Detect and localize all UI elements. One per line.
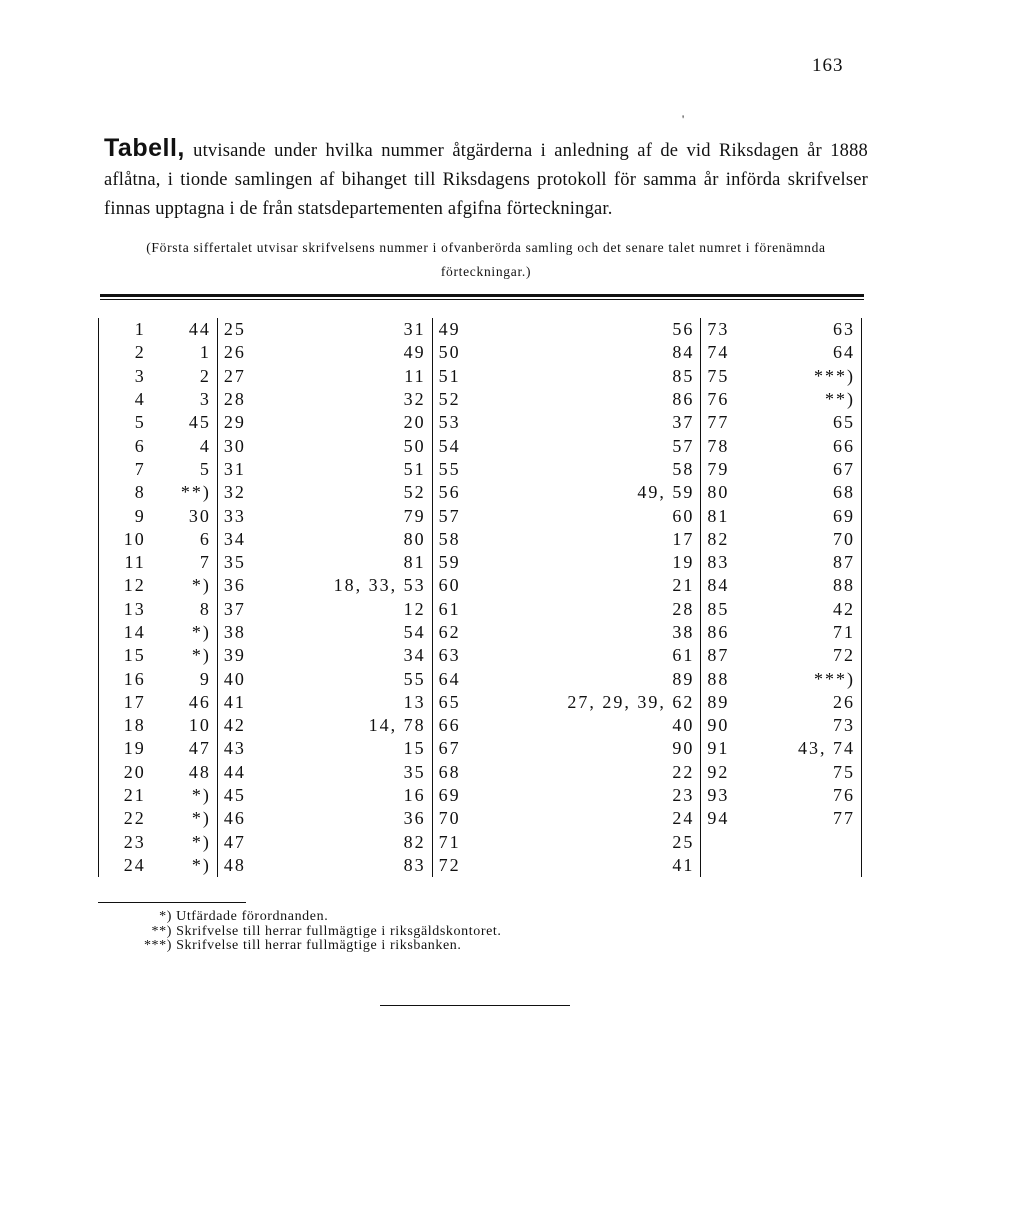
table-row [99, 854, 862, 877]
table-cell: 45 [223, 785, 246, 806]
table-row [99, 481, 862, 504]
table-cell: 83 [707, 552, 730, 573]
table-cell: *) [152, 621, 218, 644]
table-cell: 47 [152, 737, 218, 760]
table-cell: 40 [485, 714, 700, 737]
footnote-rule [98, 902, 246, 903]
table-cell [754, 831, 861, 854]
table-cell: 60 [438, 575, 461, 596]
table-row [99, 341, 862, 364]
table-cell: 71 [438, 831, 461, 852]
table-cell: 37 [485, 411, 700, 434]
explanatory-note: (Första siffertalet utvisar skrifvelsens nummer i ofvanberörda samling och det senare talet numret i förenämnda förteckningar.) [146, 240, 826, 279]
table-cell: 35 [271, 761, 432, 784]
table-cell: 57 [438, 505, 461, 526]
table-cell: 20 [99, 761, 152, 784]
table-cell: 89 [707, 691, 730, 712]
table-cell: 69 [438, 785, 461, 806]
table-cell: 10 [152, 714, 218, 737]
table-row [99, 388, 862, 411]
table-cell: 63 [438, 645, 461, 666]
table-cell: 43, 74 [754, 737, 861, 760]
table-cell: 86 [485, 388, 700, 411]
footnotes [98, 910, 658, 954]
table-row [99, 621, 862, 644]
table-cell: 7 [152, 551, 218, 574]
table-cell: 21 [485, 574, 700, 597]
table-cell: 77 [754, 807, 861, 830]
table-cell: 53 [438, 412, 461, 433]
table-cell: 85 [485, 365, 700, 388]
table-cell: 55 [438, 458, 461, 479]
table-cell: 31 [223, 458, 246, 479]
table-cell: 61 [438, 598, 461, 619]
table-cell: 60 [485, 504, 700, 527]
table-cell: 75 [707, 365, 730, 386]
table-cell: 7 [99, 458, 152, 481]
table-cell: 22 [485, 761, 700, 784]
table-cell: 82 [271, 831, 432, 854]
table-cell: 21 [99, 784, 152, 807]
table-cell: 19 [485, 551, 700, 574]
page-number: 163 [812, 55, 844, 76]
table-cell: 52 [271, 481, 432, 504]
table-cell [701, 831, 754, 854]
table-cell: 89 [485, 667, 700, 690]
table-cell: 10 [99, 528, 152, 551]
table-cell: 4 [99, 388, 152, 411]
table-cell: 56 [485, 318, 700, 341]
table-cell: 13 [99, 598, 152, 621]
table-cell: 6 [152, 528, 218, 551]
footnote-text: Skrifvelse till herrar fullmägtige i riksbanken. [176, 938, 462, 953]
footnote [98, 939, 658, 954]
table-cell: 38 [485, 621, 700, 644]
table-cell: 34 [223, 528, 246, 549]
table-cell: 76 [707, 389, 730, 410]
table-cell: 46 [152, 691, 218, 714]
table-cell: 27, 29, 39, 62 [485, 691, 700, 714]
table-cell: 36 [223, 575, 246, 596]
table-cell: 18, 33, 53 [271, 574, 432, 597]
table-cell: 56 [438, 482, 461, 503]
table-cell: 1 [152, 341, 218, 364]
table-cell: 19 [99, 737, 152, 760]
table-cell: 81 [271, 551, 432, 574]
table-cell: 65 [754, 411, 861, 434]
table-cell: 16 [271, 784, 432, 807]
table-cell: 1 [99, 318, 152, 341]
table-cell: 70 [754, 528, 861, 551]
table-cell: 57 [485, 434, 700, 457]
table-cell: 49 [438, 319, 461, 340]
table-cell: 72 [438, 854, 461, 875]
table-row [99, 458, 862, 481]
table-cell: 36 [271, 807, 432, 830]
table-cell: 54 [271, 621, 432, 644]
table-cell: 42 [754, 598, 861, 621]
table-cell: 66 [438, 715, 461, 736]
table-cell: 49 [271, 341, 432, 364]
table-cell: 58 [438, 528, 461, 549]
table-cell: 24 [99, 854, 152, 877]
table-cell: 11 [271, 365, 432, 388]
table-cell: 88 [754, 574, 861, 597]
table-cell: 3 [152, 388, 218, 411]
table-cell: 50 [271, 434, 432, 457]
table-cell: 17 [485, 528, 700, 551]
table-cell: 23 [99, 831, 152, 854]
table-cell: 32 [223, 482, 246, 503]
table-cell: 70 [438, 808, 461, 829]
table-cell: 83 [271, 854, 432, 877]
bottom-rule [380, 1005, 570, 1006]
table-cell: 94 [707, 808, 730, 829]
data-table [98, 318, 862, 877]
table-cell: 30 [223, 435, 246, 456]
table-cell: 62 [438, 622, 461, 642]
table-cell: 30 [152, 504, 218, 527]
table-cell: 44 [223, 761, 246, 782]
table-cell: 8 [152, 598, 218, 621]
footnote-mark: *) [159, 909, 172, 924]
table-cell: 45 [152, 411, 218, 434]
table-cell: ***) [754, 667, 861, 690]
table-cell: *) [152, 574, 218, 597]
table-cell: 41 [223, 691, 246, 712]
table-cell: 48 [223, 854, 246, 875]
table-cell: 86 [707, 622, 730, 642]
table-cell: 73 [707, 319, 730, 340]
table-cell: 88 [707, 668, 730, 689]
table-cell: 42 [223, 715, 246, 736]
table-cell: 2 [152, 365, 218, 388]
table-cell: 78 [707, 435, 730, 456]
table-cell: 16 [99, 667, 152, 690]
table-cell: 28 [485, 598, 700, 621]
table-cell: 13 [271, 691, 432, 714]
table-cell: 26 [754, 691, 861, 714]
table-cell: 66 [754, 434, 861, 457]
table-cell: 29 [223, 412, 246, 433]
table-cell: 14, 78 [271, 714, 432, 737]
table-cell: 2 [99, 341, 152, 364]
table-cell: 25 [223, 319, 246, 340]
table-row [99, 528, 862, 551]
table-row [99, 411, 862, 434]
top-rule [100, 294, 864, 300]
table-row [99, 504, 862, 527]
table-cell: **) [152, 481, 218, 504]
table-cell: 54 [438, 435, 461, 456]
table-cell: 67 [754, 458, 861, 481]
table-cell: 47 [223, 831, 246, 852]
table-cell: 76 [754, 784, 861, 807]
table-cell: 58 [485, 458, 700, 481]
table-cell: 77 [707, 412, 730, 433]
table-row [99, 667, 862, 690]
table-cell: 82 [707, 528, 730, 549]
table-cell: 46 [223, 808, 246, 829]
table-cell: 23 [485, 784, 700, 807]
table-cell: 3 [99, 365, 152, 388]
table-cell: 69 [754, 504, 861, 527]
table-cell: 68 [754, 481, 861, 504]
table-cell: 84 [707, 575, 730, 596]
table-cell: *) [152, 854, 218, 877]
table-cell: 84 [485, 341, 700, 364]
table-cell: 91 [707, 738, 730, 759]
table-cell: 33 [223, 505, 246, 526]
table-cell: 27 [223, 365, 246, 386]
table-row [99, 644, 862, 667]
table-cell: 38 [223, 622, 246, 642]
table-row [99, 691, 862, 714]
table-cell: 71 [754, 621, 861, 644]
table-cell: 9 [99, 504, 152, 527]
table-cell: 40 [223, 668, 246, 689]
table-cell [701, 854, 754, 877]
footnote-mark: **) [151, 923, 172, 939]
table-cell: 15 [271, 737, 432, 760]
table-cell: *) [152, 831, 218, 854]
table-cell: 31 [271, 318, 432, 341]
table-cell: 64 [438, 668, 461, 689]
table-cell: 24 [485, 807, 700, 830]
table-cell: 87 [707, 645, 730, 666]
table-row [99, 434, 862, 457]
table-cell: **) [754, 388, 861, 411]
table-cell: 67 [438, 738, 461, 759]
footnote-text: Skrifvelse till herrar fullmägtige i riksgäldskontoret. [176, 923, 502, 939]
table-cell: 4 [152, 434, 218, 457]
table-cell: 79 [271, 504, 432, 527]
table-cell: *) [152, 784, 218, 807]
table-row [99, 714, 862, 737]
table-cell: 51 [271, 458, 432, 481]
table-cell: 55 [271, 667, 432, 690]
table-cell: 92 [707, 761, 730, 782]
table-cell: 81 [707, 505, 730, 526]
heading-lead: Tabell, [104, 134, 185, 162]
table-cell: 17 [99, 691, 152, 714]
footnote [98, 910, 658, 925]
table-cell [754, 854, 861, 877]
heading-text: utvisande under hvilka nummer åtgärderna i anledning af de vid Riksdagen år 1888 aflåtna, i tionde samlingen af bihanget till Riksdagens protokoll för samma år införda skrifvelser finnas upptagna i de från statsdepartementen afgifna förteckningar. [104, 141, 868, 219]
table-cell: 34 [271, 644, 432, 667]
table-cell: 65 [438, 691, 461, 712]
table-row [99, 807, 862, 830]
table-row [99, 598, 862, 621]
table-cell: ***) [754, 365, 861, 388]
table-row [99, 574, 862, 597]
table-cell: 74 [707, 342, 730, 363]
table-cell: 12 [99, 574, 152, 597]
table-row [99, 365, 862, 388]
table-cell: 6 [99, 434, 152, 457]
table-cell: 90 [707, 715, 730, 736]
table-cell: 25 [485, 831, 700, 854]
table-cell: 28 [223, 389, 246, 410]
table-cell: 8 [99, 481, 152, 504]
table-cell: 63 [754, 318, 861, 341]
footnote [98, 925, 658, 940]
stray-mark: ' [682, 112, 685, 126]
table-cell: 11 [99, 551, 152, 574]
table-cell: *) [152, 807, 218, 830]
table-cell: 41 [485, 854, 700, 877]
table-row [99, 831, 862, 854]
footnote-mark: ***) [143, 938, 172, 953]
table-cell: 75 [754, 761, 861, 784]
table-cell: 15 [99, 644, 152, 667]
table-cell: 59 [438, 552, 461, 573]
table-cell: 50 [438, 342, 461, 363]
table-cell: 39 [223, 645, 246, 666]
table-cell: 32 [271, 388, 432, 411]
table-cell: 51 [438, 365, 461, 386]
table-row [99, 761, 862, 784]
table-cell: 72 [754, 644, 861, 667]
table-cell: 22 [99, 807, 152, 830]
table-cell: 80 [707, 482, 730, 503]
table-cell: 14 [99, 621, 152, 644]
table-row [99, 318, 862, 341]
table-cell: 61 [485, 644, 700, 667]
table-cell: 44 [152, 318, 218, 341]
table-cell: 68 [438, 761, 461, 782]
table-cell: 64 [754, 341, 861, 364]
table-cell: 5 [152, 458, 218, 481]
table-cell: 90 [485, 737, 700, 760]
table-cell: 85 [707, 598, 730, 619]
table-cell: 43 [223, 738, 246, 759]
table-cell: 73 [754, 714, 861, 737]
table-cell: 49, 59 [485, 481, 700, 504]
table-cell: 35 [223, 552, 246, 573]
table-cell: 37 [223, 598, 246, 619]
table-cell: 26 [223, 342, 246, 363]
table-cell: 80 [271, 528, 432, 551]
table-cell: 18 [99, 714, 152, 737]
table-cell: 9 [152, 667, 218, 690]
table-cell: 12 [271, 598, 432, 621]
table-body [99, 318, 862, 877]
table-cell: 48 [152, 761, 218, 784]
table-row [99, 551, 862, 574]
table-cell: 93 [707, 785, 730, 806]
table-cell: 79 [707, 458, 730, 479]
table-row [99, 784, 862, 807]
footnote-text: Utfärdade förordnanden. [176, 909, 329, 924]
table-cell: 5 [99, 411, 152, 434]
table-cell: *) [152, 644, 218, 667]
table-cell: 20 [271, 411, 432, 434]
table-cell: 87 [754, 551, 861, 574]
table-cell: 52 [438, 389, 461, 410]
table-heading [104, 134, 868, 224]
table-row [99, 737, 862, 760]
